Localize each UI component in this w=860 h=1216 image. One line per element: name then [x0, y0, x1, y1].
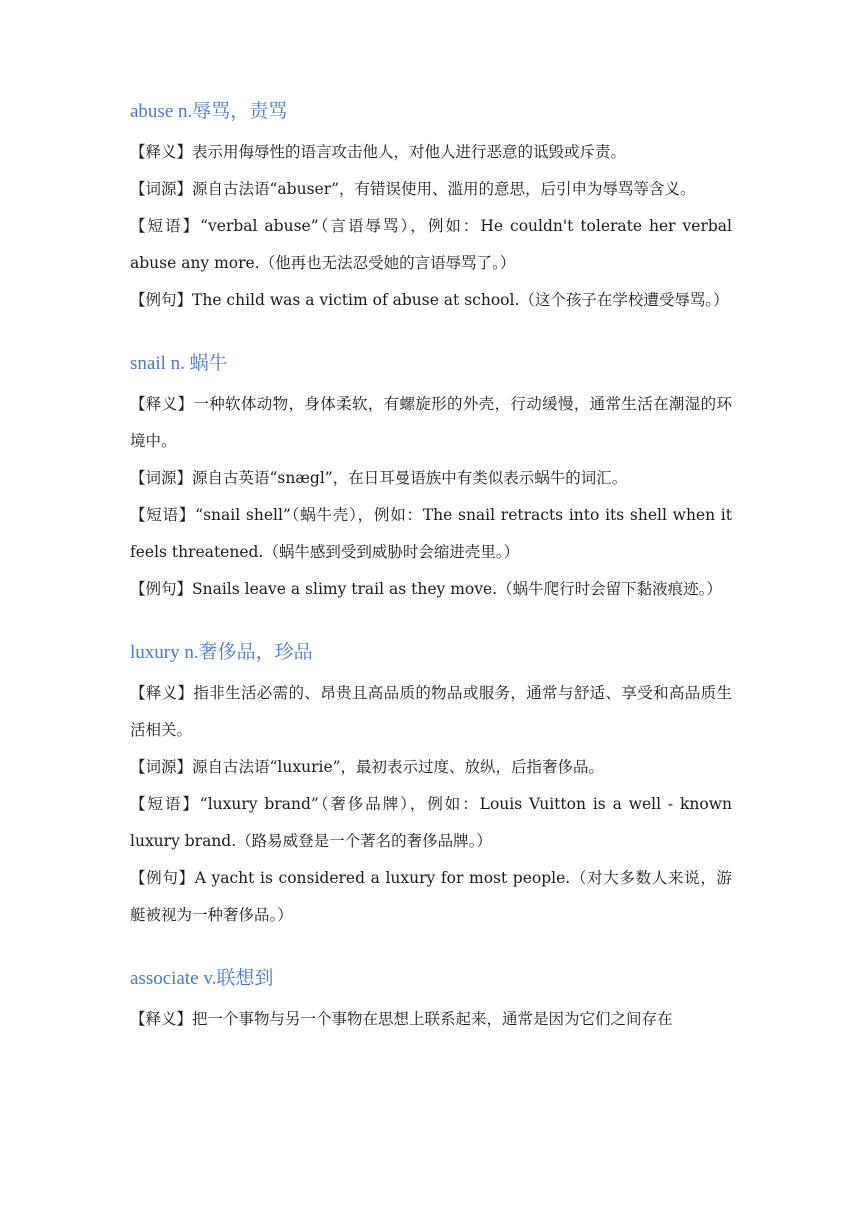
etymology-line: 【词源】源自古法语“abuser”，有错误使用、滥用的意思，后引申为辱骂等含义。 [130, 180, 696, 198]
definition-line: 【释义】一种软体动物，身体柔软，有螺旋形的外壳，行动缓慢，通常生活在潮湿的环境中。 [130, 395, 732, 450]
headword: luxury n.奢侈品，珍品 [130, 642, 313, 663]
definition-line: 【释义】指非生活必需的、昂贵且高品质的物品或服务，通常与舒适、享受和高品质生活相关。 [130, 684, 732, 739]
headword: abuse n.辱骂，责骂 [130, 101, 288, 122]
phrase-line: 【短语】“snail shell”（蜗牛壳），例如：The snail retracts into its shell when it feels threatened.（蜗牛感到受到威胁时会缩进壳里。） [130, 506, 732, 561]
entry-abuse [130, 100, 732, 319]
entry-luxury [130, 641, 732, 934]
definition-line: 【释义】把一个事物与另一个事物在思想上联系起来，通常是因为它们之间存在 [130, 1010, 673, 1028]
example-line: 【例句】Snails leave a slimy trail as they move.（蜗牛爬行时会留下黏液痕迹。） [130, 580, 722, 598]
etymology-line: 【词源】源自古法语“luxurie”，最初表示过度、放纵，后指奢侈品。 [130, 758, 605, 776]
phrase-line: 【短语】“luxury brand”（奢侈品牌），例如：Louis Vuitton is a well - known luxury brand.（路易威登是一个著名的奢侈品牌。） [130, 795, 732, 850]
headword: snail n. 蜗牛 [130, 353, 228, 374]
etymology-line: 【词源】源自古英语“snægl”，在日耳曼语族中有类似表示蜗牛的词汇。 [130, 469, 628, 487]
entry-associate [130, 967, 732, 1038]
entry-snail [130, 352, 732, 608]
example-line: 【例句】A yacht is considered a luxury for most people.（对大多数人来说，游艇被视为一种奢侈品。） [130, 869, 732, 924]
example-line: 【例句】The child was a victim of abuse at school.（这个孩子在学校遭受辱骂。） [130, 291, 729, 309]
document-page [130, 100, 732, 1071]
definition-line: 【释义】表示用侮辱性的语言攻击他人，对他人进行恶意的诋毁或斥责。 [130, 143, 627, 161]
headword: associate v.联想到 [130, 968, 274, 989]
phrase-line: 【短语】“verbal abuse”（言语辱骂），例如：He couldn't tolerate her verbal abuse any more.（他再也无法忍受她的言语辱骂了。） [130, 217, 732, 272]
